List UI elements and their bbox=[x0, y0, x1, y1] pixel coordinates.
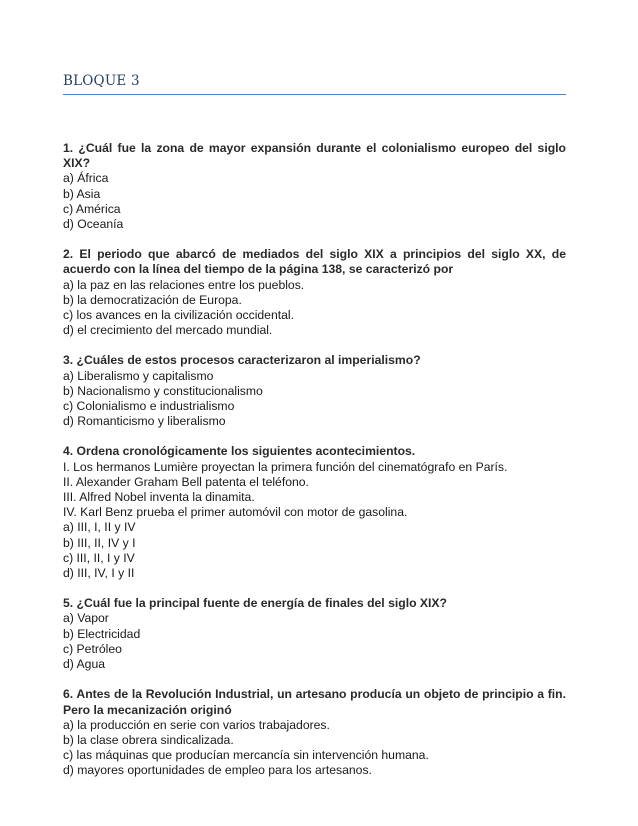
option: c) Colonialismo e industrialismo bbox=[63, 399, 235, 414]
question-text: 2. El periodo que abarcó de mediados del siglo XIX a principios del siglo XX, de acuerdo con la línea del tiempo de la página 138, se caracterizó por bbox=[63, 247, 566, 277]
option: a) la paz en las relaciones entre los pueblos. bbox=[63, 277, 305, 292]
question-2 bbox=[63, 247, 566, 338]
question-3 bbox=[63, 353, 566, 429]
option: a) III, I, II y IV bbox=[63, 520, 136, 535]
option: d) el crecimiento del mercado mundial. bbox=[63, 323, 273, 338]
option: c) América bbox=[63, 201, 121, 216]
option: c) los avances en la civilización occidental. bbox=[63, 308, 294, 323]
question-1 bbox=[63, 141, 566, 232]
option: a) la producción en serie con varios trabajadores. bbox=[63, 717, 330, 732]
question-text: 1. ¿Cuál fue la zona de mayor expansión durante el colonialismo europeo del siglo XIX? bbox=[63, 141, 566, 171]
event-item: I. Los hermanos Lumière proyectan la primera función del cinematógrafo en París. bbox=[63, 459, 508, 474]
option: d) III, IV, I y II bbox=[63, 566, 135, 581]
header-rule bbox=[63, 94, 566, 95]
option: a) Vapor bbox=[63, 611, 109, 626]
question-text: 5. ¿Cuál fue la principal fuente de energía de finales del siglo XIX? bbox=[63, 596, 447, 611]
question-6 bbox=[63, 687, 566, 778]
question-5 bbox=[63, 596, 566, 672]
option: b) la clase obrera sindicalizada. bbox=[63, 732, 234, 747]
event-item: IV. Karl Benz prueba el primer automóvil con motor de gasolina. bbox=[63, 505, 408, 520]
question-text: 6. Antes de la Revolución Industrial, un artesano producía un objeto de principio a fin. Pero la mecanización originó bbox=[63, 687, 566, 717]
option: c) Petróleo bbox=[63, 641, 122, 656]
question-text: 3. ¿Cuáles de estos procesos caracterizaron al imperialismo? bbox=[63, 353, 421, 368]
option: b) Electricidad bbox=[63, 626, 141, 641]
question-text: 4. Ordena cronológicamente los siguientes acontecimientos. bbox=[63, 444, 416, 459]
option: a) África bbox=[63, 171, 109, 186]
option: c) III, II, I y IV bbox=[63, 550, 135, 565]
option: b) Asia bbox=[63, 186, 101, 201]
option: d) Agua bbox=[63, 657, 106, 672]
option: b) III, II, IV y I bbox=[63, 535, 136, 550]
option: d) Oceanía bbox=[63, 217, 124, 232]
event-item: II. Alexander Graham Bell patenta el teléfono. bbox=[63, 474, 309, 489]
header-title: BLOQUE 3 bbox=[63, 73, 140, 89]
option: a) Liberalismo y capitalismo bbox=[63, 368, 214, 383]
page-header bbox=[63, 72, 566, 95]
event-item: III. Alfred Nobel inventa la dinamita. bbox=[63, 490, 255, 505]
questions-list bbox=[63, 141, 566, 794]
option: b) Nacionalismo y constitucionalismo bbox=[63, 383, 263, 398]
question-4 bbox=[63, 444, 566, 581]
option: c) las máquinas que producían mercancía sin intervención humana. bbox=[63, 748, 429, 763]
option: d) Romanticismo y liberalismo bbox=[63, 414, 226, 429]
option: d) mayores oportunidades de empleo para los artesanos. bbox=[63, 763, 372, 778]
option: b) la democratización de Europa. bbox=[63, 292, 242, 307]
